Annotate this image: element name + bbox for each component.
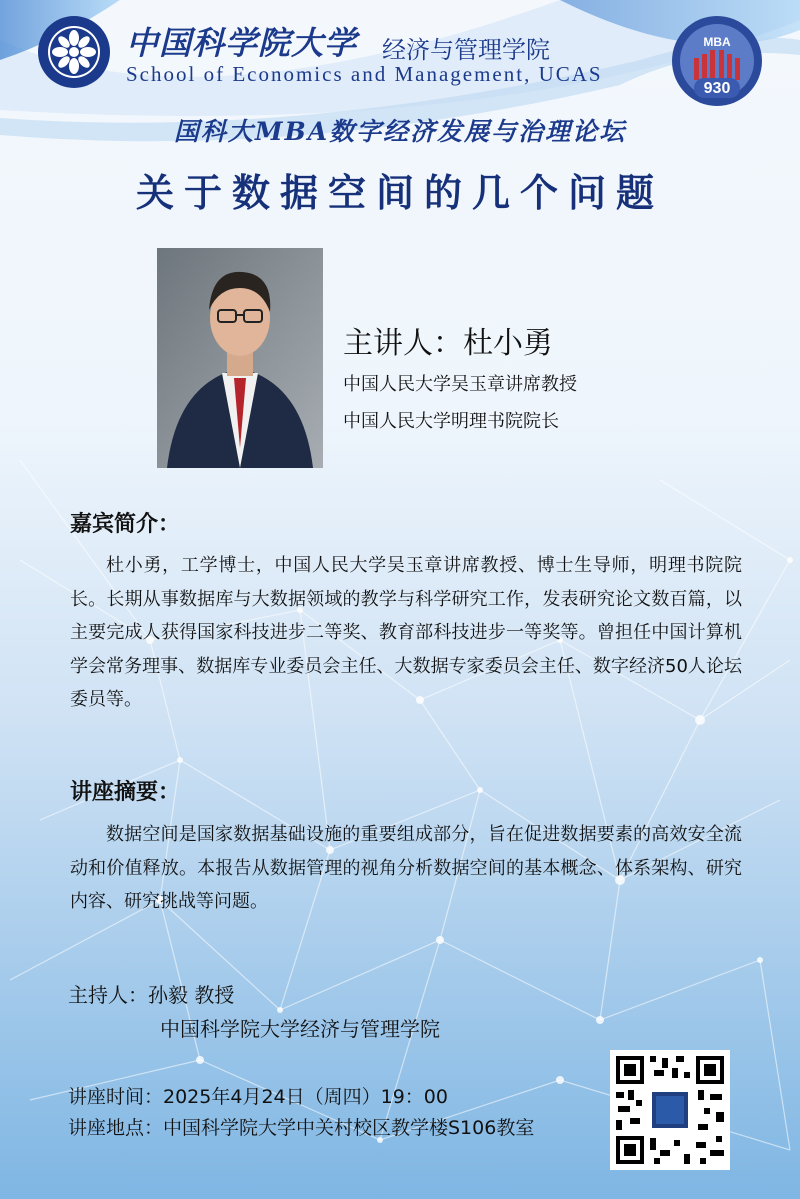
badge-text: MBA	[703, 35, 731, 49]
qr-code-icon[interactable]	[610, 1050, 730, 1170]
event-time: 讲座时间：2025年4月24日（周四）19：00	[68, 1086, 448, 1108]
forum-title: 国科大MBA数字经济发展与治理论坛	[173, 117, 627, 146]
bio-text: 杜小勇，工学博士，中国人民大学吴玉章讲席教授、博士生导师，明理书院院长。长期从事数据库与大数据领域的教学与科学研究工作，发表研究论文数百篇，以主要完成人获得国家科技进步二等奖、教育部科技进步一等奖等。曾担任中国计算机学会常务理事、数据库专业委员会主任、大数据专家委员会主任、数字经济50人论坛委员等。	[70, 555, 742, 710]
school-name-cn: 中国科学院大学	[126, 24, 358, 62]
event-place: 讲座地点：中国科学院大学中关村校区教学楼S106教室	[68, 1117, 535, 1139]
speaker-photo	[157, 248, 323, 468]
host-affiliation: 中国科学院大学经济与管理学院	[160, 1017, 440, 1041]
speaker-title-1: 中国人民大学吴玉章讲席教授	[343, 374, 577, 395]
page-title: 关于数据空间的几个问题	[135, 171, 664, 215]
abstract-heading: 讲座摘要：	[70, 780, 181, 805]
department-name: 经济与管理学院	[382, 36, 550, 64]
speaker-title-2: 中国人民大学明理书院院长	[343, 411, 559, 432]
badge-number: 930	[703, 80, 731, 97]
ucas-logo-icon	[36, 14, 112, 90]
mba-930-badge-icon	[670, 14, 764, 108]
host-line: 主持人：孙毅 教授	[68, 983, 235, 1007]
speaker-name: 主讲人：杜小勇	[343, 326, 553, 361]
bio-heading: 嘉宾简介：	[70, 512, 181, 537]
abstract-text: 数据空间是国家数据基础设施的重要组成部分，旨在促进数据要素的高效安全流动和价值释放。本报告从数据管理的视角分析数据空间的基本概念、体系架构、研究内容、研究挑战等问题。	[70, 824, 742, 912]
school-name-en: School of Economics and Management, UCAS	[126, 62, 603, 86]
